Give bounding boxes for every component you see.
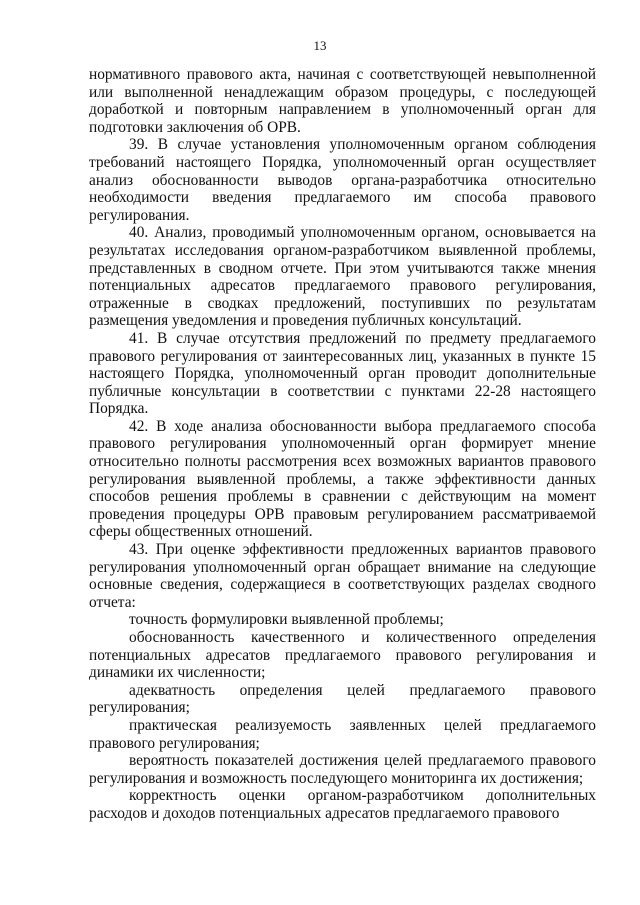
list-item-practical-feasibility: практическая реализуемость заявленных целей предлагаемого правового регулирования; (89, 716, 596, 752)
paragraph-42: 42. В ходе анализа обоснованности выбора предлагаемого способа правового регулирования уполномоченный орган формирует мнение относительно полноты рассмотрения всех возможных вариантов правового регулирования выявленной проблемы, а также эффективности данных способов решения проблемы в сравнении с действующим на момент проведения процедуры ОРВ правовым регулированием рассматриваемой сферы общественных отношений. (89, 417, 596, 541)
list-item-addressees-validity: обоснованность качественного и количественного определения потенциальных адресатов предлагаемого правового регулирования и динамики их численности; (89, 629, 596, 682)
paragraph-continuation: нормативного правового акта, начиная с соответствующей невыполненной или выполненной ненадлежащим образом процедуры, с последующей доработкой и повторным направлением в уполномоченный орган для подготовки заключения об ОРВ. (89, 66, 596, 136)
paragraph-43: 43. При оценке эффективности предложенных вариантов правового регулирования уполномоченный орган обращает внимание на следующие основные сведения, содержащиеся в соответствующих разделах сводного отчета: (89, 541, 596, 611)
paragraph-40: 40. Анализ, проводимый уполномоченным органом, основывается на результатах исследования органом-разработчиком выявленной проблемы, представленных в сводном отчете. При этом учитываются также мнения потенциальных адресатов предлагаемого правового регулирования, отраженные в сводках предложений, поступивших по результатам размещения уведомления и проведения публичных консультаций. (89, 224, 596, 330)
paragraph-41: 41. В случае отсутствия предложений по предмету предлагаемого правового регулирования от заинтересованных лиц, указанных в пункте 15 настоящего Порядка, уполномоченный орган проводит дополнительные публичные консультации в соответствии с пунктами 22-28 настоящего Порядка. (89, 329, 596, 418)
list-item-problem-accuracy: точность формулировки выявленной проблемы; (129, 611, 444, 629)
page-number: 13 (313, 38, 327, 53)
document-body (89, 66, 596, 823)
list-item-indicators-probability: вероятность показателей достижения целей предлагаемого правового регулирования и возможность последующего мониторинга их достижения; (89, 752, 596, 787)
list-item-cost-assessment: корректность оценки органом-разработчиком дополнительных расходов и доходов потенциальных адресатов предлагаемого правового (89, 787, 596, 822)
paragraph-39: 39. В случае установления уполномоченным органом соблюдения требований настоящего Порядка, уполномоченный орган осуществляет анализ обоснованности выводов органа-разработчика относительно необходимости введения предлагаемого им способа правового регулирования. (89, 136, 596, 224)
list-item-goals-adequacy: адекватность определения целей предлагаемого правового регулирования; (89, 681, 596, 717)
